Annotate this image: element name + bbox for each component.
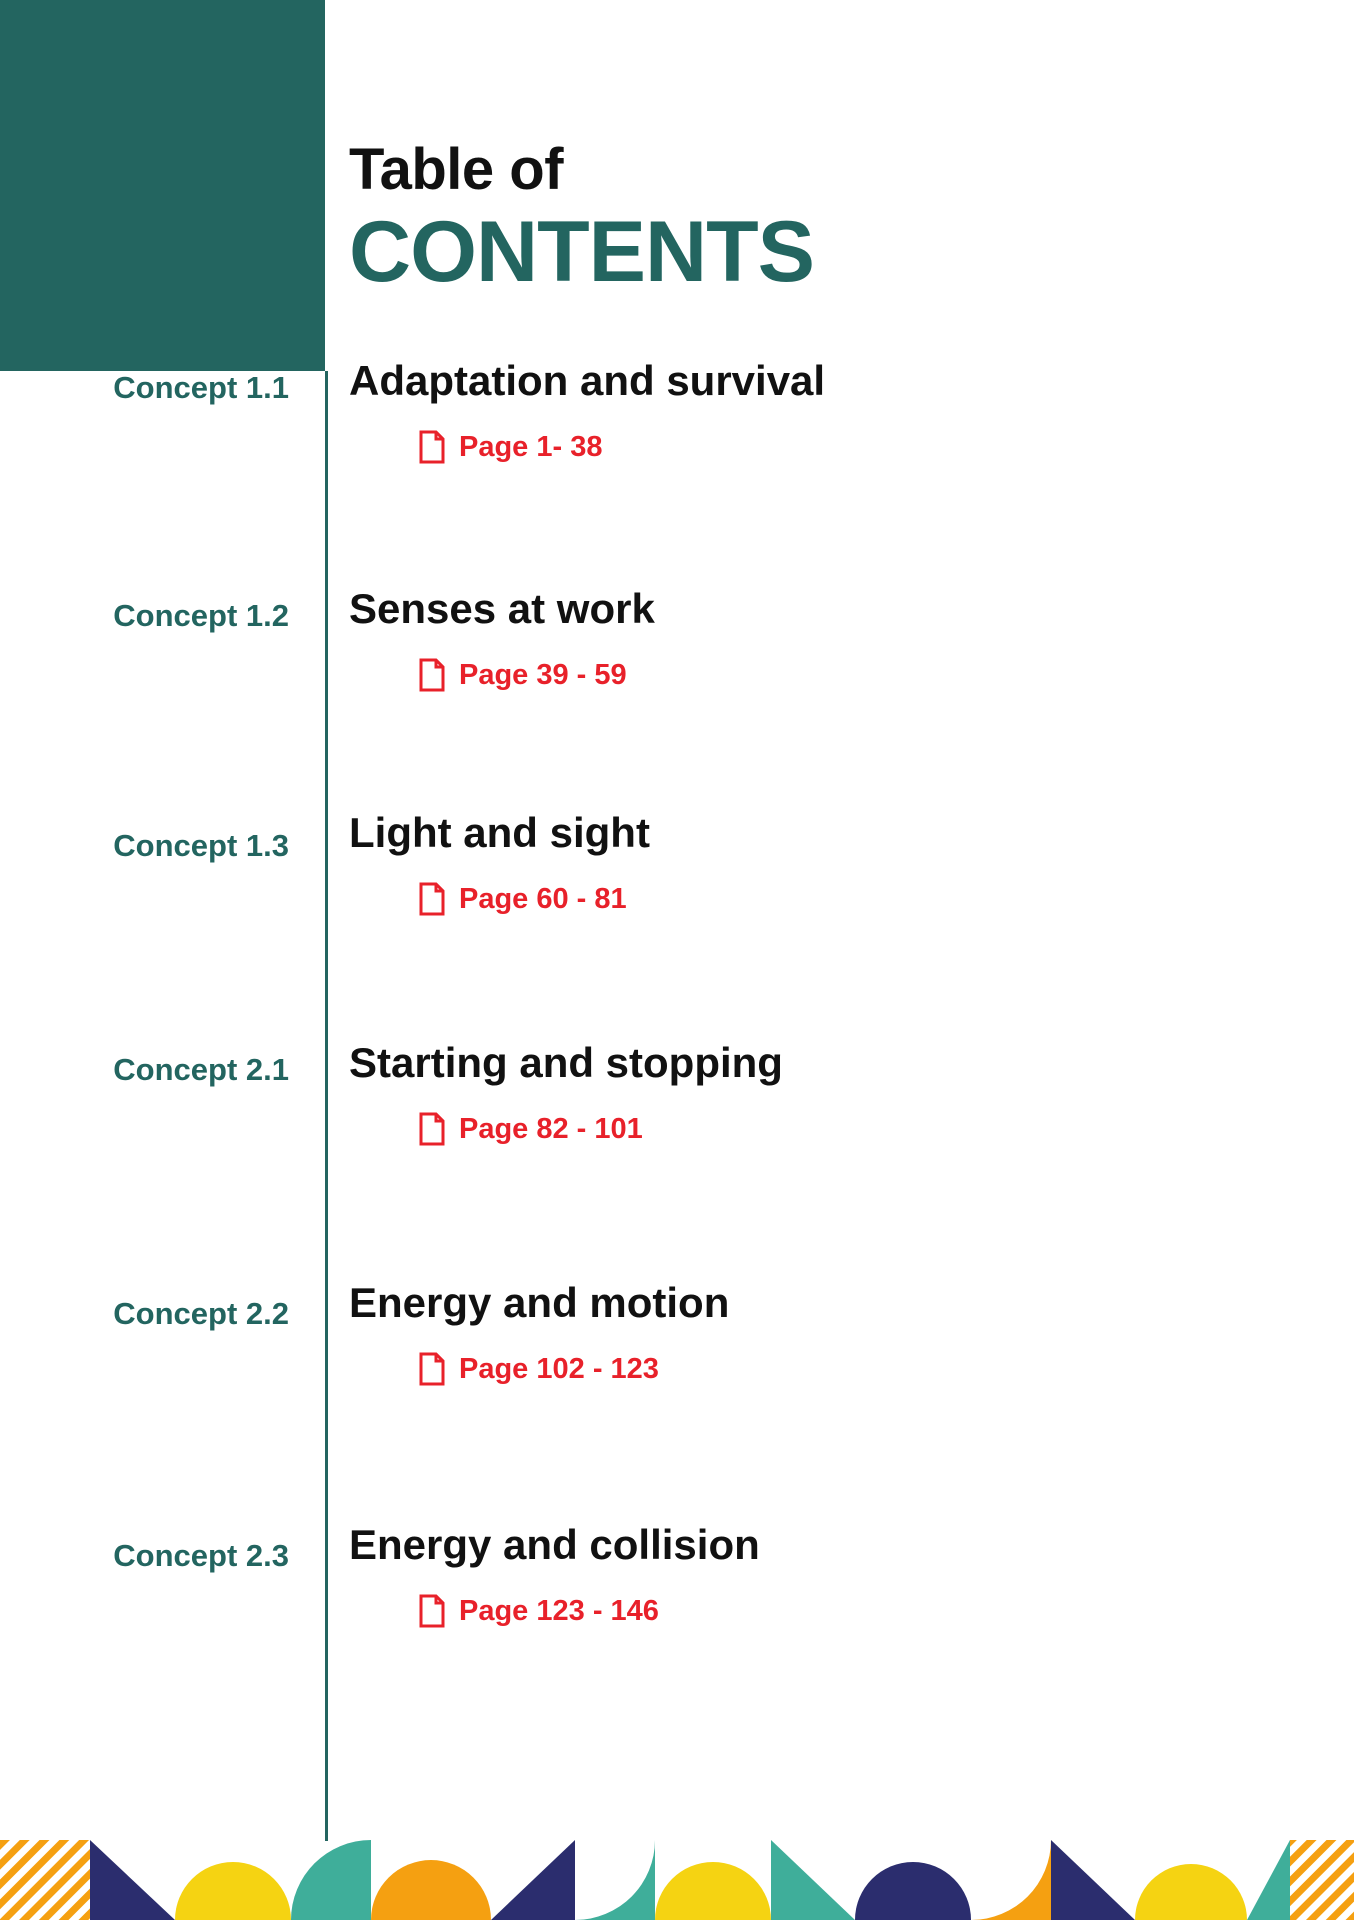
title-line-contents: CONTENTS <box>349 203 814 300</box>
entry-title: Energy and motion <box>349 1279 730 1326</box>
document-icon <box>419 1594 445 1628</box>
page-range-row <box>349 430 1309 464</box>
page-range-row <box>349 882 1309 916</box>
header-accent-block <box>0 0 325 371</box>
page-range-row <box>349 1594 1309 1628</box>
page-range-row <box>349 1112 1309 1146</box>
document-icon <box>419 430 445 464</box>
entry-title: Light and sight <box>349 809 650 856</box>
document-icon <box>419 1352 445 1386</box>
list-item[interactable] <box>0 1521 1354 1816</box>
document-icon <box>419 1112 445 1146</box>
entry-title: Energy and collision <box>349 1521 760 1568</box>
page-range: Page 102 - 123 <box>459 1352 659 1385</box>
concept-label: Concept 1.3 <box>113 828 289 863</box>
concept-label: Concept 1.2 <box>113 598 289 633</box>
entry-title: Senses at work <box>349 585 655 632</box>
entry-title: Adaptation and survival <box>349 357 826 404</box>
page-range-row <box>349 658 1309 692</box>
concept-label: Concept 1.1 <box>113 370 289 405</box>
page-range: Page 1- 38 <box>459 430 603 463</box>
entry-title: Starting and stopping <box>349 1039 783 1086</box>
decorative-footer-band <box>0 1840 1354 1920</box>
concept-label: Concept 2.2 <box>113 1296 289 1331</box>
document-icon <box>419 882 445 916</box>
page-range: Page 39 - 59 <box>459 658 627 691</box>
page-range: Page 60 - 81 <box>459 882 627 915</box>
concept-label: Concept 2.1 <box>113 1052 289 1087</box>
concept-label: Concept 2.3 <box>113 1538 289 1573</box>
page-title <box>349 137 1249 300</box>
page-range: Page 82 - 101 <box>459 1112 643 1145</box>
page-range-row <box>349 1352 1309 1386</box>
contents-list <box>0 357 1354 1816</box>
document-icon <box>419 658 445 692</box>
page-range: Page 123 - 146 <box>459 1594 659 1627</box>
title-line-table-of: Table of <box>349 137 564 202</box>
